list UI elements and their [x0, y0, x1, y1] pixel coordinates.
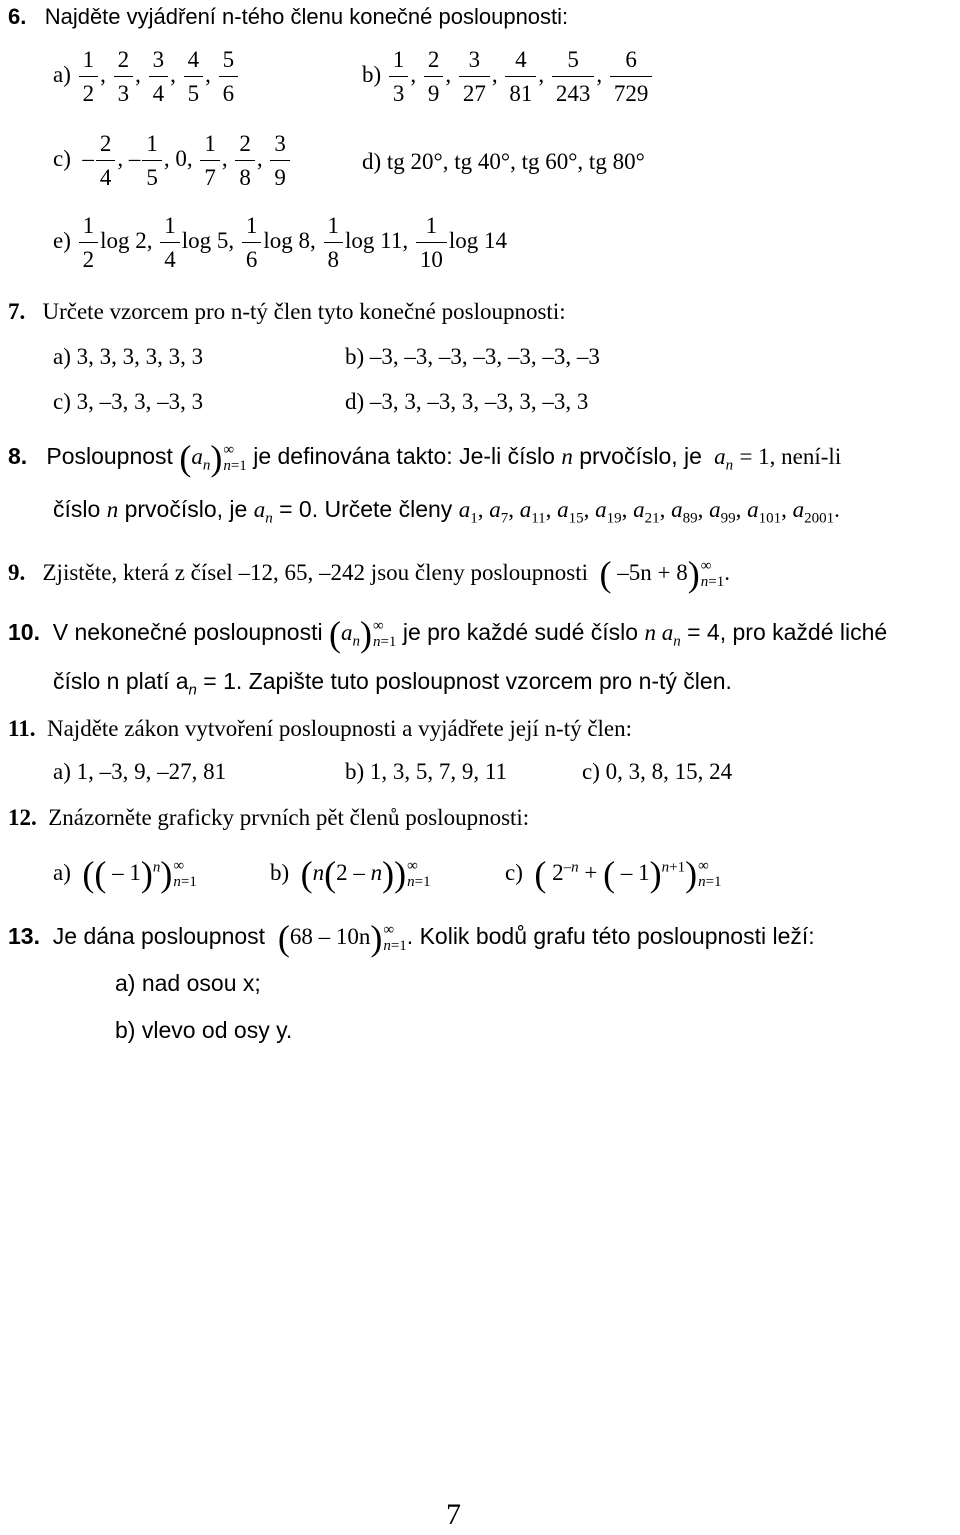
problem-12-heading: 12. Znázorněte graficky prvních pět členů posloupnosti: — [8, 805, 530, 830]
fraction: $\frac{1}{7}$ — [200, 132, 220, 189]
fraction: $\frac{3}{27}$ — [459, 48, 490, 105]
fraction: $\frac{1}{8}$ — [324, 214, 344, 271]
page-number: 7 — [446, 1498, 461, 1531]
p11-b: b) 1, 3, 5, 7, 9, 11 — [345, 759, 508, 784]
p10-line1: 10. V nekonečné posloupnosti $(a_n)$ ∞ n=1 je pro každé sudé číslo n $a_n = 4$, pro každé liché — [8, 614, 888, 654]
fraction: $\frac{1}{5}$ — [142, 132, 162, 189]
fraction: $\frac{4}{81}$ — [505, 48, 536, 105]
p12-b: b) (n(2 – n)) ∞ n=1 — [270, 854, 431, 894]
fraction: $\frac{5}{243}$ — [552, 48, 595, 105]
fraction: $\frac{2}{8}$ — [235, 132, 255, 189]
fraction: $\frac{3}{9}$ — [270, 132, 290, 189]
problem-7-heading — [8, 300, 566, 323]
problem-title: Najděte vyjádření n-tého členu konečné posloupnosti: — [44, 4, 569, 29]
p6-a: a) $\frac{1}{2}$ , $\frac{2}{3}$ , $\frac{3}{4}$ , $\frac{4}{5}$ , $\frac{5}{6}$ — [53, 48, 240, 105]
p13-option-a: a) nad osou x; — [115, 970, 261, 996]
problem-number: 13. — [8, 923, 40, 949]
log-term: log 14 — [448, 227, 507, 253]
fraction: $\frac{1}{4}$ — [160, 214, 180, 271]
p12-c: c) ( $2^{-n}$ + ( – 1)$^{n+1}$) ∞ n=1 — [505, 854, 722, 894]
p7-d: d) –3, 3, –3, 3, –3, 3, –3, 3 — [345, 389, 589, 414]
fraction: $\frac{5}{6}$ — [219, 48, 239, 105]
p7-b: b) –3, –3, –3, –3, –3, –3, –3 — [345, 344, 600, 369]
problem-6-heading — [8, 6, 568, 28]
log-term: log 11, — [345, 227, 409, 253]
fraction: $\frac{4}{5}$ — [184, 48, 204, 105]
problem-number: 7. — [8, 299, 26, 324]
problem-number: 6. — [8, 4, 27, 29]
fraction: $\frac{1}{3}$ — [389, 48, 409, 105]
fraction: $\frac{2}{9}$ — [424, 48, 444, 105]
fraction: $\frac{1}{6}$ — [242, 214, 262, 271]
p8-line1: 8. Posloupnost $(a_n)$ ∞ n=1 je definována takto: Je-li číslo n prvočíslo, je $a_n = 1$, není-li — [8, 438, 842, 478]
log-term: log 8, — [263, 227, 316, 253]
fraction: $\frac{6}{729}$ — [610, 48, 653, 105]
fraction: $\frac{1}{10}$ — [416, 214, 447, 271]
p11-a: a) 1, –3, 9, –27, 81 — [53, 759, 227, 784]
p7-a: a) 3, 3, 3, 3, 3, 3 — [53, 344, 204, 369]
problem-number: 8. — [8, 443, 28, 469]
p13-option-b: b) vlevo od osy y. — [115, 1017, 293, 1043]
fraction: $\frac{3}{4}$ — [149, 48, 169, 105]
item-label: b) — [362, 61, 382, 87]
problem-number: 12. — [8, 805, 37, 830]
item-label: e) — [53, 227, 71, 253]
item-label: a) — [53, 61, 71, 87]
fraction: $\frac{1}{2}$ — [79, 214, 99, 271]
p10-line2: číslo n platí $a_n = 1$. Zapište tuto posloupnost vzorcem pro n-tý člen. — [53, 668, 732, 699]
p6-c: c) – $\frac{2}{4}$ , – $\frac{1}{5}$ , 0, $\frac{1}{7}$ , $\frac{2}{8}$ , $\frac{3}{9}$ — [53, 132, 292, 189]
fraction: $\frac{1}{2}$ — [79, 48, 99, 105]
sequence-formula: 68 – 10n — [289, 924, 371, 949]
log-term: log 5, — [181, 227, 235, 253]
problem-title: Určete vzorcem pro n-tý člen tyto konečné posloupnosti: — [42, 299, 566, 324]
p6-d: d) tg 20°, tg 40°, tg 60°, tg 80° — [362, 149, 645, 174]
p6-e — [53, 214, 507, 271]
p9: 9. Zjistěte, která z čísel –12, 65, –242 jsou členy posloupnosti ( –5n + 8) ∞ n=1 . — [8, 554, 730, 594]
sequence-formula: –5n + 8 — [617, 560, 688, 585]
p7-c: c) 3, –3, 3, –3, 3 — [53, 389, 204, 414]
p11-c: c) 0, 3, 8, 15, 24 — [582, 759, 733, 784]
problem-number: 11. — [8, 716, 36, 741]
item-label: c) — [53, 145, 71, 171]
zero-term: 0, — [175, 145, 193, 171]
p13: 13. Je dána posloupnost (68 – 10n) ∞ n=1 . Kolik bodů grafu této posloupnosti leží: — [8, 918, 815, 958]
problem-number: 10. — [8, 619, 40, 645]
fraction: $\frac{2}{4}$ — [96, 132, 116, 189]
log-term: log 2, — [100, 227, 153, 253]
p6-b: b) $\frac{1}{3}$ , $\frac{2}{9}$ , $\frac{3}{27}$ , $\frac{4}{81}$ , $\frac{5}{243}$ , $\frac{6}{729}$ — [362, 48, 654, 105]
p8-line2: číslo n prvočíslo, je $a_n = 0$. Určete členy $a_1$, $a_7$, $a_{11}$, $a_{15}$, $a_{19}$, $a_{21}$, $a_{89}$, $a_{99}$, $a_{101}$, $a_{2001}$. — [53, 496, 840, 527]
problem-number: 9. — [8, 560, 26, 585]
p12-a: a) (( – 1)$^n$) ∞ n=1 — [53, 854, 197, 894]
problem-11-heading: 11. Najděte zákon vytvoření posloupnosti a vyjádřete její n-tý člen: — [8, 716, 633, 741]
fraction: $\frac{2}{3}$ — [114, 48, 134, 105]
